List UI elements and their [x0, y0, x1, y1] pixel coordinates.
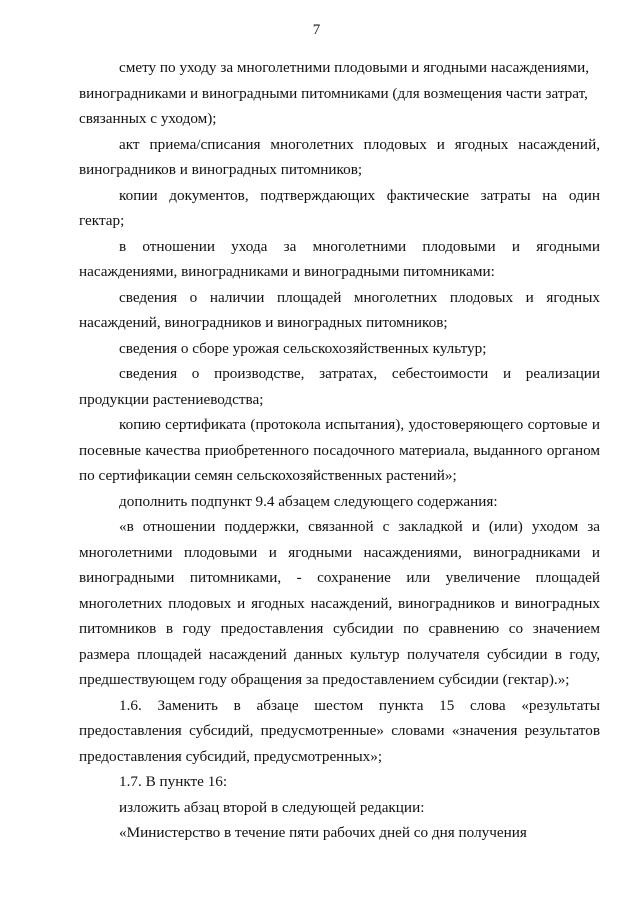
paragraph-certificate: копию сертификата (протокола испытания), удостоверяющего сортовые и посевные качества приобретенного посадочного материала, выданного органом по сертификации семян сельскохозяйственных растений»;: [79, 416, 600, 484]
document-body: [79, 55, 600, 846]
paragraph-area-info: сведения о наличии площадей многолетних плодовых и ягодных насаждений, виноградников и виноградных питомников;: [79, 288, 600, 331]
paragraph-production-info: сведения о производстве, затратах, себестоимости и реализации продукции растениеводства;: [79, 365, 600, 408]
paragraph-care-heading: в отношении ухода за многолетними плодовыми и ягодными насаждениями, виноградниками и виноградными питомниками:: [79, 237, 600, 280]
paragraph-second-para-edit: изложить абзац второй в следующей редакции:: [119, 798, 425, 816]
paragraph-supplement-9-4: дополнить подпункт 9.4 абзацем следующего содержания:: [119, 492, 498, 510]
paragraph-item-1-6: 1.6. Заменить в абзаце шестом пункта 15 слова «результаты предоставления субсидий, предусмотренные» словами «значения результатов предоставления субсидий, предусмотренных»;: [79, 696, 600, 765]
paragraph-maintenance-estimate: смету по уходу за многолетними плодовыми и ягодными насаждениями, виноградниками и виноградными питомниками (для возмещения части затрат, связанных с уходом);: [79, 59, 590, 127]
paragraph-item-1-7: 1.7. В пункте 16:: [119, 773, 228, 790]
paragraph-cost-documents: копии документов, подтверждающих фактические затраты на один гектар;: [79, 186, 600, 229]
paragraph-acceptance-act: акт приема/списания многолетних плодовых и ягодных насаждений, виноградников и виноградных питомников;: [79, 135, 600, 178]
paragraph-harvest-info: сведения о сборе урожая сельскохозяйственных культур;: [119, 339, 487, 357]
paragraph-support-result: «в отношении поддержки, связанной с закладкой и (или) уходом за многолетними плодовыми и ягодными насаждениями, виноградниками и виноградными питомниками, - сохранение или увеличение площадей многолетних плодовых и ягодных насаждений, виноградников и виноградных питомников в году предоставления субсидии по сравнению со значением размера площадей насаждений данных культур получателя субсидии в году, предшествующем году обращения за предоставлением субсидии (гектар).»;: [79, 518, 600, 688]
paragraph-ministry: «Министерство в течение пяти рабочих дней со дня получения: [119, 824, 527, 841]
page-number: 7: [312, 22, 321, 38]
